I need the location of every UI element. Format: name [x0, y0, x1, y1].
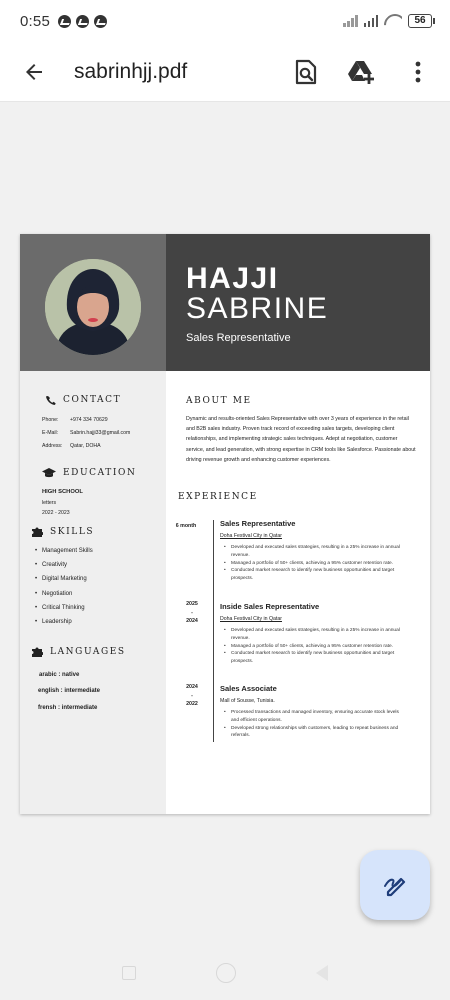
contact-phone: +974 334 70629	[70, 417, 108, 423]
arrow-left-icon	[22, 60, 46, 84]
add-to-drive-button[interactable]	[344, 54, 380, 90]
list-item: • Processed transactions and managed inventory, ensuring accurate stock levels and efficient operations.	[223, 709, 401, 725]
experience-heading: EXPERIENCE	[178, 492, 258, 502]
contact-email: Sabrin.hajji33@gmail.com	[70, 430, 131, 436]
experience-title: Inside Sales Representative	[220, 602, 320, 611]
contact-address-label: Address:	[42, 443, 63, 449]
experience-date: 6 month	[175, 523, 197, 529]
experience-title: Sales Representative	[220, 519, 296, 528]
search-document-button[interactable]	[288, 54, 324, 90]
signal-icon	[364, 15, 379, 27]
about-heading: ABOUT ME	[186, 396, 252, 406]
experience-company: Mall of Sousse, Tunisia.	[220, 698, 275, 704]
status-bar	[0, 0, 450, 42]
file-title: sabrinhjj.pdf	[74, 59, 188, 83]
list-item: • Leadership	[35, 619, 93, 625]
pdf-page[interactable]	[20, 234, 430, 814]
experience-bullets	[223, 544, 401, 583]
skills-list	[35, 548, 93, 633]
puzzle-icon	[32, 527, 43, 537]
list-item: • Management Skills	[35, 548, 93, 554]
profile-photo	[45, 259, 141, 355]
messenger-icon	[58, 15, 71, 28]
app-bar	[0, 42, 450, 102]
experience-company: Doha Festival City in Qatar	[220, 616, 282, 622]
messenger-icon	[76, 15, 89, 28]
list-item: • Developed strong relationships with customers, leading to repeat business and referrals.	[223, 725, 401, 741]
back-button[interactable]	[14, 52, 54, 92]
languages-heading: LANGUAGES	[32, 647, 126, 657]
experience-bullets	[223, 627, 401, 666]
last-name: SABRINE	[186, 292, 329, 325]
list-item: • Critical Thinking	[35, 605, 93, 611]
annotate-button[interactable]	[360, 850, 430, 920]
language-item: english : intermediate	[38, 688, 101, 694]
back-nav-button[interactable]	[316, 965, 328, 981]
first-name: HAJJI	[186, 262, 279, 295]
battery-icon: 56	[408, 14, 432, 28]
header-name-panel	[166, 234, 430, 371]
timeline-line	[213, 520, 214, 742]
education-school: HIGH SCHOOL	[42, 489, 83, 495]
list-item: • Developed and executed sales strategies, resulting in a 25% increase in annual revenue.	[223, 627, 401, 643]
list-item: • Digital Marketing	[35, 576, 93, 582]
more-options-button[interactable]	[400, 54, 436, 90]
header-photo-panel	[20, 234, 166, 371]
graduation-cap-icon	[42, 468, 56, 478]
experience-title: Sales Associate	[220, 684, 277, 693]
more-vertical-icon	[415, 61, 421, 83]
document-search-icon	[294, 59, 318, 85]
phone-icon	[46, 395, 56, 405]
experience-bullets	[223, 709, 401, 740]
list-item: • Creativity	[35, 562, 93, 568]
contact-address: Qatar, DOHA	[70, 443, 101, 449]
list-item: • Conducted market research to identify new business opportunities and target prospects.	[223, 650, 401, 666]
contact-phone-label: Phone:	[42, 417, 59, 423]
messenger-icon	[94, 15, 107, 28]
education-years: 2022 - 2023	[42, 510, 70, 516]
list-item: • Managed a portfolio of 50+ clients, achieving a 95% customer retention rate.	[223, 560, 401, 568]
education-heading: EDUCATION	[42, 468, 136, 478]
list-item: • Negotiation	[35, 591, 93, 597]
list-item: • Developed and executed sales strategies, resulting in a 25% increase in annual revenue.	[223, 544, 401, 560]
experience-company: Doha Festival City in Qatar	[220, 533, 282, 539]
list-item: • Conducted market research to identify new business opportunities and target prospects.	[223, 567, 401, 583]
notification-icons	[58, 15, 107, 28]
status-time: 0:55	[20, 12, 50, 30]
puzzle-icon	[32, 647, 43, 657]
education-field: letters	[42, 500, 57, 506]
recents-button[interactable]	[122, 966, 136, 980]
experience-date: 2024 - 2022	[186, 684, 198, 707]
home-button[interactable]	[216, 963, 236, 983]
about-text: Dynamic and results-oriented Sales Representative with over 3 years of experience in the retail and B2B sales industry. Proven track record of exceeding sales targets, developing client relationships, and implementing strategic sales techniques. Adept at negotiation, customer service, and lead generation, with strong expertise in CRM tools like Salesforce. Passionate about driving revenue growth and enhancing customer experiences.	[186, 416, 416, 463]
job-role: Sales Representative	[186, 332, 291, 344]
skills-heading: SKILLS	[32, 527, 94, 537]
drive-add-icon	[347, 59, 377, 85]
contact-heading: CONTACT	[46, 395, 121, 405]
pen-edit-icon	[382, 872, 408, 898]
signal-icon	[343, 15, 358, 27]
list-item: • Managed a portfolio of 50+ clients, achieving a 95% customer retention rate.	[223, 643, 401, 651]
system-nav-bar	[0, 945, 450, 1000]
language-item: frensh : intermediate	[38, 705, 98, 711]
contact-email-label: E-Mail:	[42, 430, 59, 436]
experience-date: 2025 - 2024	[186, 601, 198, 624]
wifi-icon	[384, 14, 402, 28]
language-item: arabic : native	[39, 672, 80, 678]
